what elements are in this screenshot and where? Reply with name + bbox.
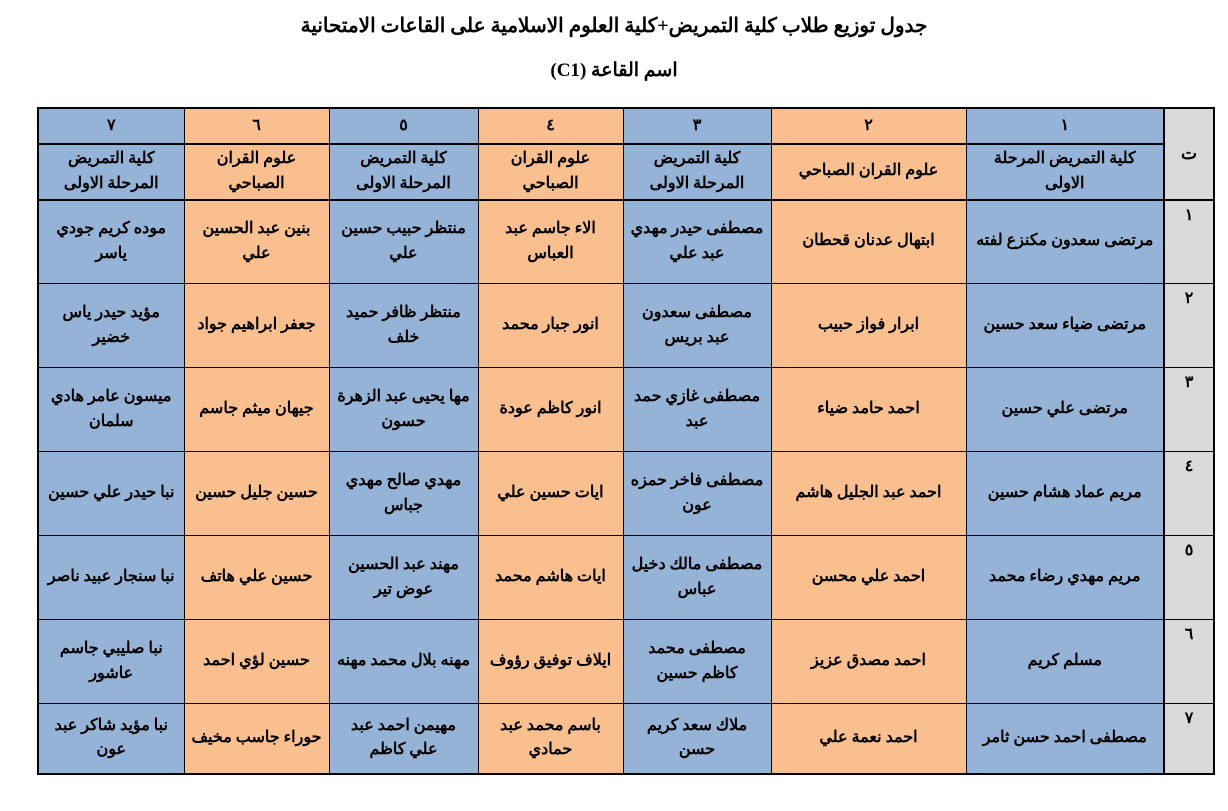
student-cell: مرتضى ضياء سعد حسين (966, 284, 1164, 368)
student-cell: نبا سنجار عبيد ناصر (38, 536, 184, 620)
row-number-cell: ١ (1164, 200, 1214, 284)
column-number-2: ٢ (771, 108, 966, 144)
student-cell: ملاك سعد كريم حسن (623, 704, 771, 774)
student-cell: ايات حسين علي (478, 452, 623, 536)
student-cell: ابتهال عدنان قحطان (771, 200, 966, 284)
row-number-cell: ٤ (1164, 452, 1214, 536)
student-cell: مصطفى غازي حمد عبد (623, 368, 771, 452)
student-cell: مهيمن احمد عبد علي كاظم (329, 704, 478, 774)
row-number-cell: ٦ (1164, 620, 1214, 704)
students-body (38, 200, 1214, 774)
serial-column-header: ت (1164, 108, 1214, 200)
student-cell: مريم عماد هشام حسين (966, 452, 1164, 536)
student-cell: احمد حامد ضياء (771, 368, 966, 452)
student-cell: مصطفى احمد حسن ثامر (966, 704, 1164, 774)
student-cell: منتظر ظافر حميد خلف (329, 284, 478, 368)
college-header-6: علوم القران الصباحي (184, 144, 329, 200)
column-number-4: ٤ (478, 108, 623, 144)
student-cell: حوراء جاسب مخيف (184, 704, 329, 774)
student-cell: الاء جاسم عبد العباس (478, 200, 623, 284)
student-row-5 (38, 536, 1214, 620)
page-title: جدول توزيع طلاب كلية التمريض+كلية العلوم الاسلامية على القاعات الامتحانية (300, 15, 928, 37)
student-row-1 (38, 200, 1214, 284)
college-header-5: كلية التمريض المرحلة الاولى (329, 144, 478, 200)
student-cell: مصطفى محمد كاظم حسين (623, 620, 771, 704)
student-cell: مها يحيى عبد الزهرة حسون (329, 368, 478, 452)
student-cell: نبا مؤيد شاكر عبد عون (38, 704, 184, 774)
college-header-3: كلية التمريض المرحلة الاولى (623, 144, 771, 200)
college-header-7: كلية التمريض المرحلة الاولى (38, 144, 184, 200)
college-header-4: علوم القران الصباحي (478, 144, 623, 200)
student-row-4 (38, 452, 1214, 536)
student-cell: مصطفى مالك دخيل عباس (623, 536, 771, 620)
student-row-7 (38, 704, 1214, 774)
column-number-5: ٥ (329, 108, 478, 144)
row-number-cell: ٣ (1164, 368, 1214, 452)
student-cell: منتظر حبيب حسين علي (329, 200, 478, 284)
student-cell: مؤيد حيدر ياس خضير (38, 284, 184, 368)
column-number-1: ١ (966, 108, 1164, 144)
student-cell: موده كريم جودي ياسر (38, 200, 184, 284)
student-cell: مريم مهدي رضاء محمد (966, 536, 1164, 620)
student-cell: جيهان ميثم جاسم (184, 368, 329, 452)
row-number-cell: ٧ (1164, 704, 1214, 774)
student-row-6 (38, 620, 1214, 704)
student-cell: ميسون عامر هادي سلمان (38, 368, 184, 452)
student-cell: مرتضى سعدون مكنزع لفته (966, 200, 1164, 284)
student-cell: مهدي صالح مهدي جباس (329, 452, 478, 536)
column-number-7: ٧ (38, 108, 184, 144)
college-header-1: كلية التمريض المرحلة الاولى (966, 144, 1164, 200)
student-cell: مرتضى علي حسين (966, 368, 1164, 452)
student-cell: حسين جليل حسين (184, 452, 329, 536)
hall-name-subtitle: اسم القاعة (C1) (550, 60, 678, 81)
student-cell: احمد عبد الجليل هاشم (771, 452, 966, 536)
student-row-2 (38, 284, 1214, 368)
student-cell: احمد علي محسن (771, 536, 966, 620)
student-cell: باسم محمد عبد حمادي (478, 704, 623, 774)
student-cell: مصطفى سعدون عبد بريس (623, 284, 771, 368)
column-number-6: ٦ (184, 108, 329, 144)
student-cell: احمد نعمة علي (771, 704, 966, 774)
student-row-3 (38, 368, 1214, 452)
row-number-cell: ٢ (1164, 284, 1214, 368)
student-cell: ايات هاشم محمد (478, 536, 623, 620)
student-cell: مهند عبد الحسين عوض تير (329, 536, 478, 620)
student-cell: حسين علي هاتف (184, 536, 329, 620)
student-cell: احمد مصدق عزيز (771, 620, 966, 704)
student-cell: انور جبار محمد (478, 284, 623, 368)
student-cell: نبا صليبي جاسم عاشور (38, 620, 184, 704)
student-cell: مصطفى حيدر مهدي عبد علي (623, 200, 771, 284)
distribution-table (37, 107, 1215, 775)
student-cell: مسلم كريم (966, 620, 1164, 704)
student-cell: نبا حيدر علي حسين (38, 452, 184, 536)
row-number-cell: ٥ (1164, 536, 1214, 620)
student-cell: ابرار فواز حبيب (771, 284, 966, 368)
column-numbers-row (38, 108, 1214, 144)
college-header-2: علوم القران الصباحي (771, 144, 966, 200)
student-cell: جعفر ابراهيم جواد (184, 284, 329, 368)
column-number-3: ٣ (623, 108, 771, 144)
student-cell: ايلاف توفيق رؤوف (478, 620, 623, 704)
student-cell: مصطفى فاخر حمزه عون (623, 452, 771, 536)
student-cell: حسين لؤي احمد (184, 620, 329, 704)
student-cell: مهنه بلال محمد مهنه (329, 620, 478, 704)
student-cell: انور كاظم عودة (478, 368, 623, 452)
college-headers-row (38, 144, 1214, 200)
student-cell: بنين عبد الحسين علي (184, 200, 329, 284)
